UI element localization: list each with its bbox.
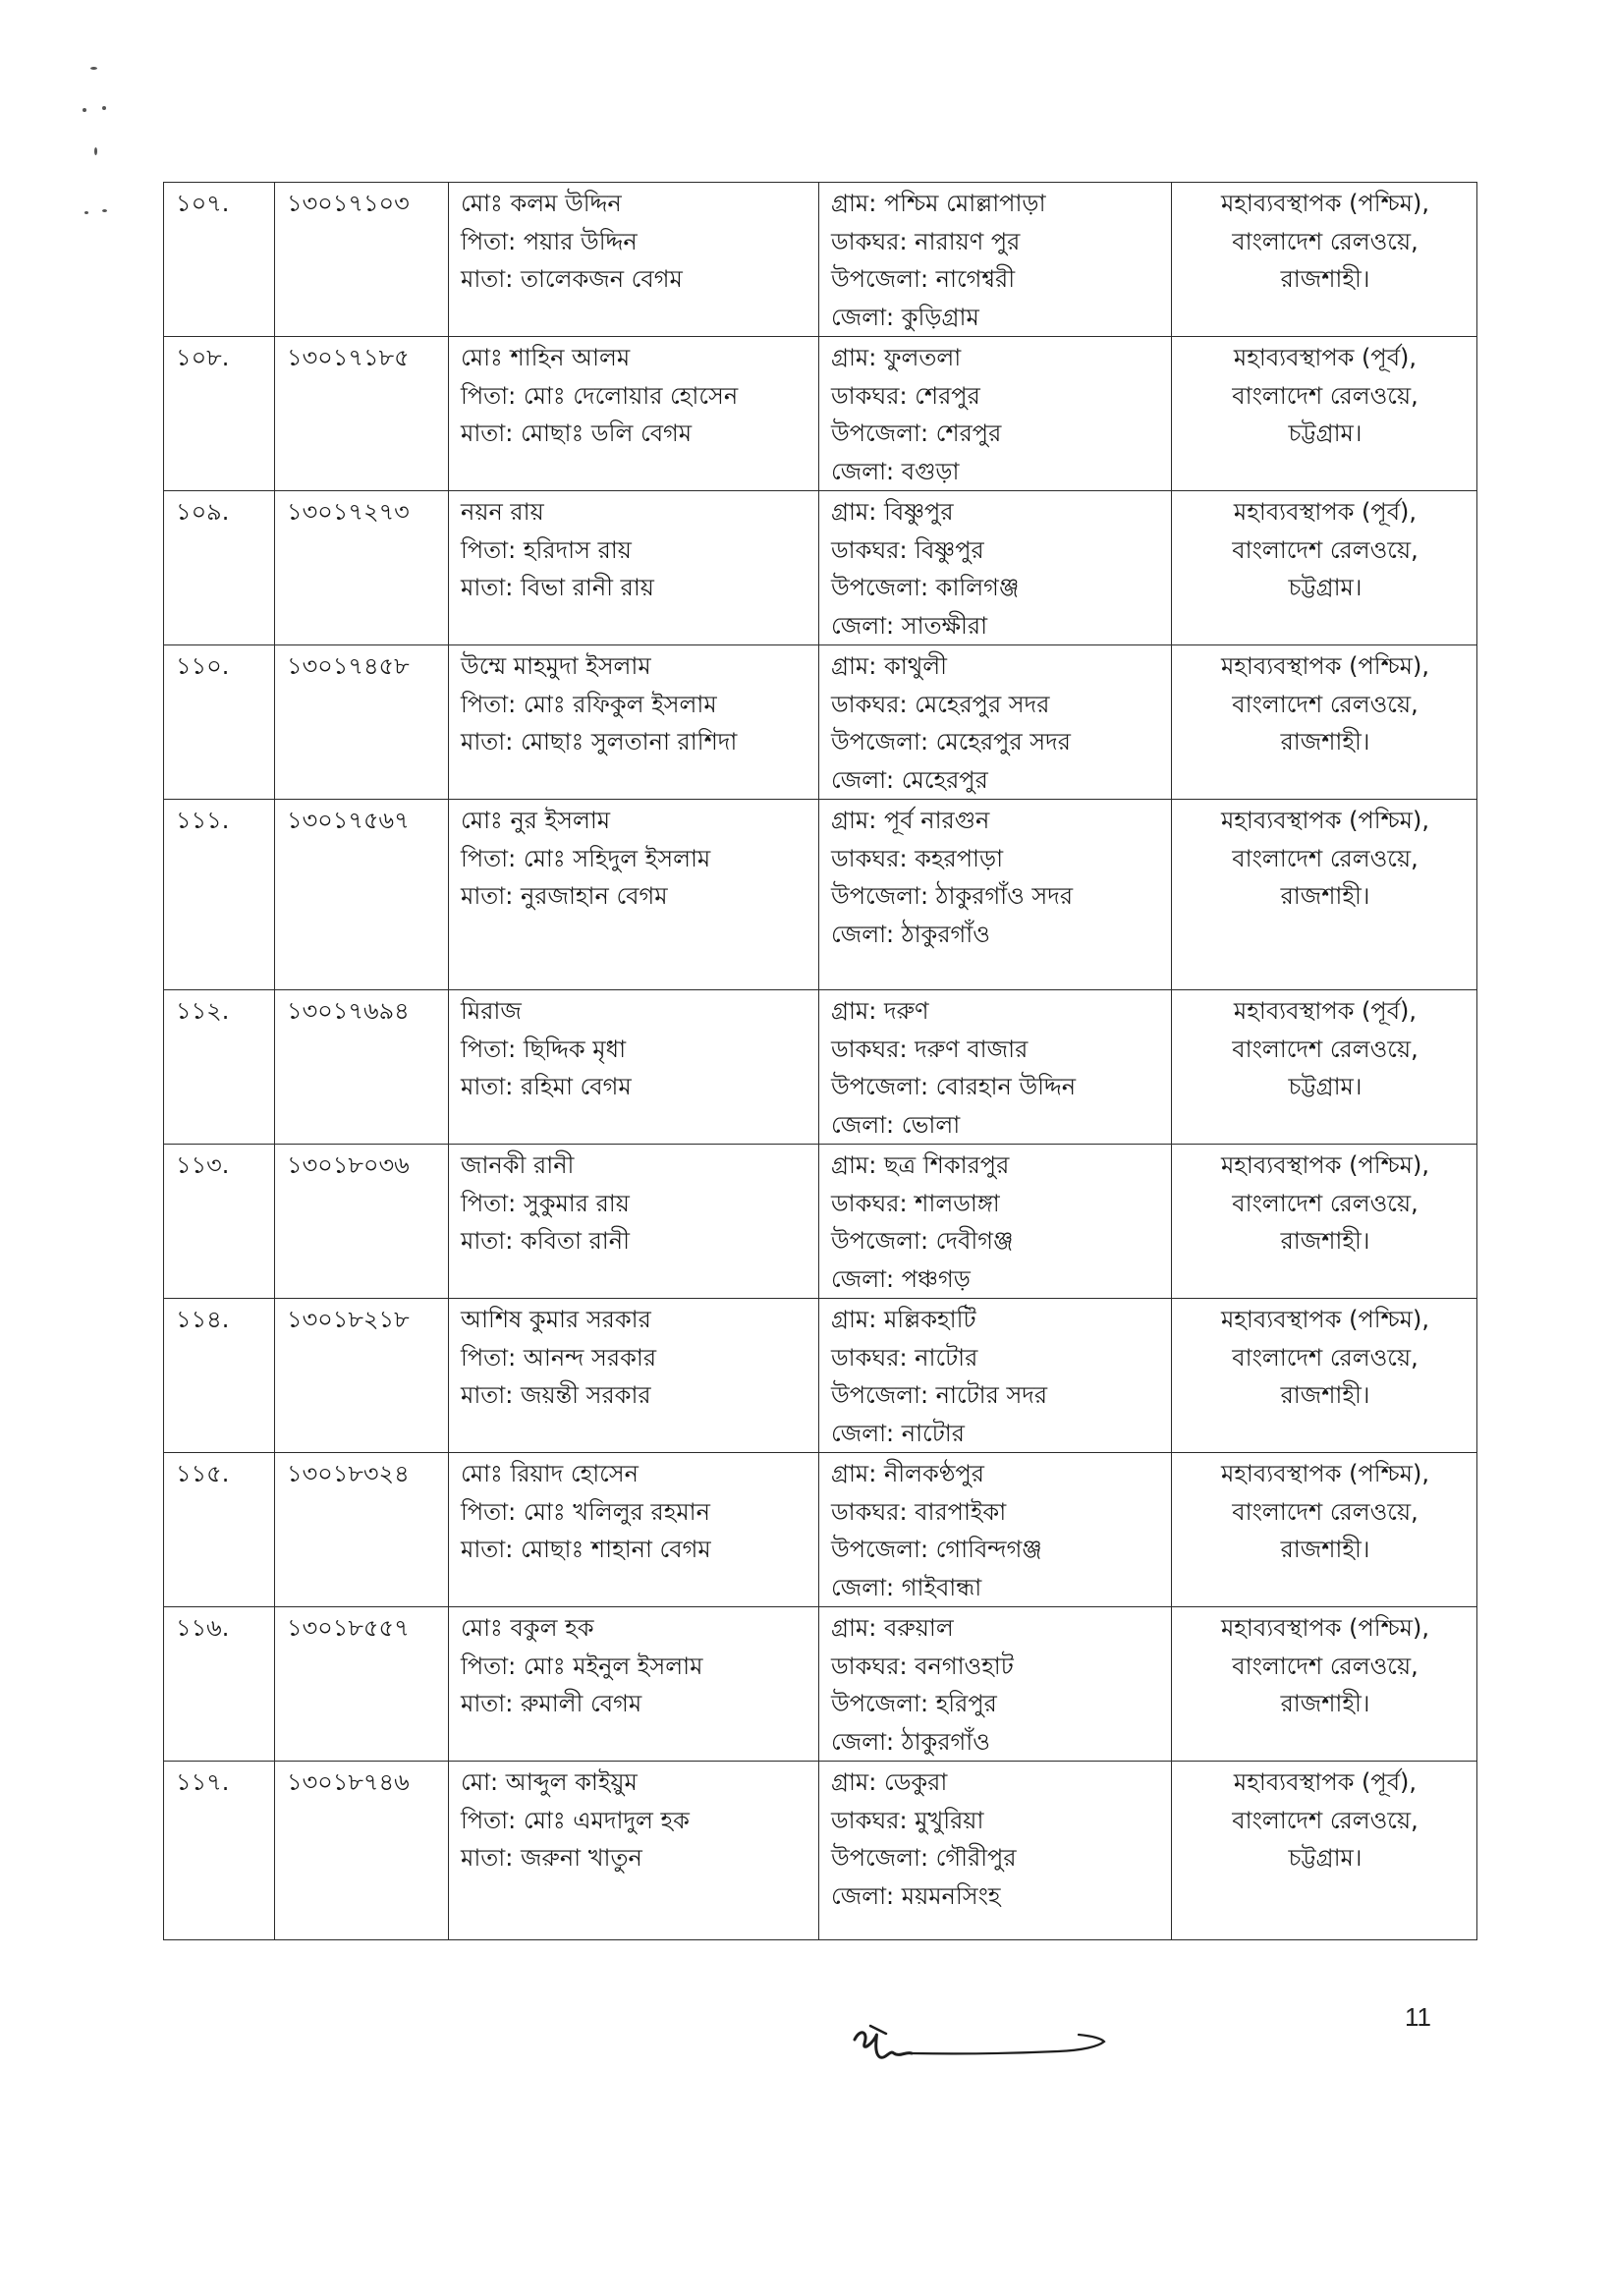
upazila: উপজেলা: দেবীগঞ্জ xyxy=(831,1227,1014,1255)
father-name: পিতা: মোঃ দেলোয়ার হোসেন xyxy=(461,381,739,410)
upazila: উপজেলা: ঠাকুরগাঁও সদর xyxy=(831,882,1074,910)
mother-name: মাতা: মোছাঃ শাহানা বেগম xyxy=(461,1536,711,1563)
roll-cell xyxy=(275,645,449,800)
roll-number: ১৩০১৭১০৩ xyxy=(287,190,410,217)
name-cell xyxy=(449,990,819,1145)
record-row xyxy=(164,645,1477,800)
roll-number: ১৩০১৮৫৫৭ xyxy=(287,1614,410,1642)
office-location: চট্টগ্রাম। xyxy=(1288,420,1363,447)
record-row xyxy=(164,1453,1477,1607)
office-location: রাজশাহী। xyxy=(1280,728,1370,756)
upazila: উপজেলা: বোরহান উদ্দিন xyxy=(831,1073,1077,1100)
serial-cell xyxy=(164,337,275,491)
address-cell xyxy=(819,337,1172,491)
mother-name: মাতা: মোছাঃ সুলতানা রাশিদা xyxy=(461,728,738,756)
mother-name: মাতা: রুমালী বেগম xyxy=(461,1690,642,1717)
father-name: পিতা: মোঃ সহিদুল ইসলাম xyxy=(461,844,711,872)
scan-speck xyxy=(90,67,97,70)
office-cell xyxy=(1172,645,1477,800)
name-cell xyxy=(449,1145,819,1299)
roll-cell xyxy=(275,800,449,990)
candidate-name: জানকী রানী xyxy=(461,1151,575,1179)
district: জেলা: ঠাকুরগাঁও xyxy=(831,1727,990,1756)
record-row xyxy=(164,183,1477,337)
office-cell xyxy=(1172,183,1477,337)
serial-cell xyxy=(164,1299,275,1453)
candidate-name: নয়ন রায় xyxy=(461,498,544,526)
father-name: পিতা: মোঃ এমদাদুল হক xyxy=(461,1806,690,1834)
serial-number: ১১৭. xyxy=(176,1768,230,1796)
office-cell xyxy=(1172,1453,1477,1607)
office-title: মহাব্যবস্থাপক (পশ্চিম), xyxy=(1220,1460,1429,1487)
office-location: রাজশাহী। xyxy=(1280,1381,1370,1409)
upazila: উপজেলা: মেহেরপুর সদর xyxy=(831,728,1071,756)
name-cell xyxy=(449,1762,819,1940)
office-title: মহাব্যবস্থাপক (পূর্ব), xyxy=(1233,997,1418,1025)
serial-cell xyxy=(164,1145,275,1299)
serial-number: ১০৮. xyxy=(176,344,230,371)
village: গ্রাম: বিষ্ণুপুর xyxy=(831,498,954,526)
office-cell xyxy=(1172,337,1477,491)
post-office: ডাকঘর: বিষ্ণুপুর xyxy=(831,535,984,564)
candidate-name: মোঃ নুর ইসলাম xyxy=(461,807,611,834)
signature-image xyxy=(847,2014,1122,2073)
candidate-name: আশিষ কুমার সরকার xyxy=(461,1306,651,1333)
roll-number: ১৩০১৮২১৮ xyxy=(287,1306,410,1333)
village: গ্রাম: ডেকুরা xyxy=(831,1768,948,1796)
roll-cell xyxy=(275,1299,449,1453)
page-number: 11 xyxy=(1405,2002,1431,2032)
office-cell xyxy=(1172,800,1477,990)
office-organization: বাংলাদেশ রেলওয়ে, xyxy=(1232,535,1418,564)
village: গ্রাম: বরুয়াল xyxy=(831,1614,954,1642)
district: জেলা: বগুড়া xyxy=(831,457,960,485)
address-cell xyxy=(819,1145,1172,1299)
roll-cell xyxy=(275,1145,449,1299)
post-office: ডাকঘর: মেহেরপুর সদর xyxy=(831,690,1050,718)
district: জেলা: ভোলা xyxy=(831,1110,961,1139)
office-location: চট্টগ্রাম। xyxy=(1288,574,1363,601)
post-office: ডাকঘর: নাটোর xyxy=(831,1343,978,1372)
office-organization: বাংলাদেশ রেলওয়ে, xyxy=(1232,1806,1418,1834)
serial-number: ১১০. xyxy=(176,652,230,680)
candidate-name: মোঃ কলম উদ্দিন xyxy=(461,190,622,217)
office-organization: বাংলাদেশ রেলওয়ে, xyxy=(1232,381,1418,410)
district: জেলা: ঠাকুরগাঁও xyxy=(831,920,990,948)
mother-name: মাতা: মোছাঃ ডলি বেগম xyxy=(461,420,693,447)
village: গ্রাম: ছত্র শিকারপুর xyxy=(831,1151,1010,1179)
mother-name: মাতা: কবিতা রানী xyxy=(461,1227,630,1255)
mother-name: মাতা: জয়ন্তী সরকার xyxy=(461,1381,651,1409)
record-row xyxy=(164,990,1477,1145)
address-cell xyxy=(819,645,1172,800)
village: গ্রাম: কাথুলী xyxy=(831,652,948,680)
serial-number: ১১৪. xyxy=(176,1306,230,1333)
candidate-name: মিরাজ xyxy=(461,997,522,1025)
office-location: রাজশাহী। xyxy=(1280,1536,1370,1563)
roll-cell xyxy=(275,491,449,645)
district: জেলা: ময়মনসিংহ xyxy=(831,1881,1001,1910)
serial-cell xyxy=(164,491,275,645)
address-cell xyxy=(819,1453,1172,1607)
office-cell xyxy=(1172,1145,1477,1299)
serial-number: ১০৭. xyxy=(176,190,230,217)
office-organization: বাংলাদেশ রেলওয়ে, xyxy=(1232,1035,1418,1063)
father-name: পিতা: পয়ার উদ্দিন xyxy=(461,227,638,255)
father-name: পিতা: মোঃ খলিলুর রহমান xyxy=(461,1497,710,1526)
village: গ্রাম: পূর্ব নারগুন xyxy=(831,807,990,834)
office-location: রাজশাহী। xyxy=(1280,1690,1370,1717)
roll-cell xyxy=(275,1607,449,1762)
address-cell xyxy=(819,800,1172,990)
address-cell xyxy=(819,183,1172,337)
father-name: পিতা: মোঃ মইনুল ইসলাম xyxy=(461,1652,703,1680)
roll-number: ১৩০১৭৪৫৮ xyxy=(287,652,410,680)
roll-number: ১৩০১৮০৩৬ xyxy=(287,1151,410,1179)
office-organization: বাংলাদেশ রেলওয়ে, xyxy=(1232,1189,1418,1217)
post-office: ডাকঘর: বনগাওহাট xyxy=(831,1652,1014,1680)
office-cell xyxy=(1172,1607,1477,1762)
upazila: উপজেলা: গোবিন্দগঞ্জ xyxy=(831,1536,1042,1563)
serial-cell xyxy=(164,645,275,800)
office-title: মহাব্যবস্থাপক (পশ্চিম), xyxy=(1220,652,1429,680)
post-office: ডাকঘর: কহরপাড়া xyxy=(831,844,1004,872)
mother-name: মাতা: রহিমা বেগম xyxy=(461,1073,632,1100)
post-office: ডাকঘর: শালডাঙ্গা xyxy=(831,1189,1000,1217)
serial-cell xyxy=(164,1762,275,1940)
office-location: চট্টগ্রাম। xyxy=(1288,1073,1363,1100)
record-row xyxy=(164,491,1477,645)
district: জেলা: সাতক্ষীরা xyxy=(831,611,988,640)
name-cell xyxy=(449,800,819,990)
name-cell xyxy=(449,491,819,645)
scan-speck xyxy=(83,108,86,112)
address-cell xyxy=(819,1299,1172,1453)
serial-cell xyxy=(164,990,275,1145)
address-cell xyxy=(819,990,1172,1145)
office-cell xyxy=(1172,990,1477,1145)
address-cell xyxy=(819,1762,1172,1940)
office-title: মহাব্যবস্থাপক (পশ্চিম), xyxy=(1220,1306,1429,1333)
roll-cell xyxy=(275,990,449,1145)
father-name: পিতা: হরিদাস রায় xyxy=(461,535,632,564)
father-name: পিতা: আনন্দ সরকার xyxy=(461,1343,657,1372)
office-title: মহাব্যবস্থাপক (পশ্চিম), xyxy=(1220,1614,1429,1642)
district: জেলা: গাইবান্ধা xyxy=(831,1573,982,1601)
roll-number: ১৩০১৭১৮৫ xyxy=(287,344,410,371)
post-office: ডাকঘর: শেরপুর xyxy=(831,381,980,410)
office-cell xyxy=(1172,1762,1477,1940)
scan-speck xyxy=(84,211,88,214)
office-location: চট্টগ্রাম। xyxy=(1288,1844,1363,1872)
candidate-name: মোঃ রিয়াদ হোসেন xyxy=(461,1460,639,1487)
roll-number: ১৩০১৭৬৯৪ xyxy=(287,997,410,1025)
serial-cell xyxy=(164,1453,275,1607)
serial-cell xyxy=(164,1607,275,1762)
serial-cell xyxy=(164,183,275,337)
office-organization: বাংলাদেশ রেলওয়ে, xyxy=(1232,690,1418,718)
name-cell xyxy=(449,337,819,491)
records-body xyxy=(164,183,1477,1940)
name-cell xyxy=(449,1607,819,1762)
office-title: মহাব্যবস্থাপক (পূর্ব), xyxy=(1233,1768,1418,1796)
mother-name: মাতা: নুরজাহান বেগম xyxy=(461,882,668,910)
serial-number: ১০৯. xyxy=(176,498,230,526)
district: জেলা: কুড়িগ্রাম xyxy=(831,303,979,331)
address-cell xyxy=(819,491,1172,645)
serial-number: ১১২. xyxy=(176,997,230,1025)
candidate-records-table xyxy=(163,182,1477,1940)
office-title: মহাব্যবস্থাপক (পশ্চিম), xyxy=(1220,1151,1429,1179)
post-office: ডাকঘর: দরুণ বাজার xyxy=(831,1035,1029,1063)
serial-cell xyxy=(164,800,275,990)
office-cell xyxy=(1172,491,1477,645)
village: গ্রাম: ফুলতলা xyxy=(831,344,962,371)
upazila: উপজেলা: হরিপুর xyxy=(831,1690,997,1717)
candidate-name: উম্মে মাহমুদা ইসলাম xyxy=(461,652,651,680)
mother-name: মাতা: বিভা রানী রায় xyxy=(461,574,654,601)
district: জেলা: নাটোর xyxy=(831,1419,965,1447)
upazila: উপজেলা: গৌরীপুর xyxy=(831,1844,1017,1872)
serial-number: ১১৬. xyxy=(176,1614,230,1642)
roll-cell xyxy=(275,1453,449,1607)
address-cell xyxy=(819,1607,1172,1762)
office-location: রাজশাহী। xyxy=(1280,882,1370,910)
candidate-name: মোঃ শাহিন আলম xyxy=(461,344,631,371)
roll-number: ১৩০১৮৩২৪ xyxy=(287,1460,410,1487)
post-office: ডাকঘর: নারায়ণ পুর xyxy=(831,227,1021,255)
roll-number: ১৩০১৮৭৪৬ xyxy=(287,1768,410,1796)
village: গ্রাম: মল্লিকহাটি xyxy=(831,1306,976,1333)
roll-number: ১৩০১৭৫৬৭ xyxy=(287,807,410,834)
office-organization: বাংলাদেশ রেলওয়ে, xyxy=(1232,844,1418,872)
district: জেলা: পঞ্চগড় xyxy=(831,1264,971,1293)
record-row xyxy=(164,337,1477,491)
roll-cell xyxy=(275,337,449,491)
office-title: মহাব্যবস্থাপক (পূর্ব), xyxy=(1233,344,1418,371)
office-organization: বাংলাদেশ রেলওয়ে, xyxy=(1232,227,1418,255)
post-office: ডাকঘর: বারপাইকা xyxy=(831,1497,1007,1526)
office-organization: বাংলাদেশ রেলওয়ে, xyxy=(1232,1343,1418,1372)
scan-speck xyxy=(102,209,107,212)
upazila: উপজেলা: কালিগঞ্জ xyxy=(831,574,1020,601)
upazila: উপজেলা: শেরপুর xyxy=(831,420,1002,447)
post-office: ডাকঘর: মুখুরিয়া xyxy=(831,1806,984,1834)
record-row xyxy=(164,1607,1477,1762)
record-row xyxy=(164,1299,1477,1453)
office-organization: বাংলাদেশ রেলওয়ে, xyxy=(1232,1652,1418,1680)
office-organization: বাংলাদেশ রেলওয়ে, xyxy=(1232,1497,1418,1526)
record-row xyxy=(164,1145,1477,1299)
candidate-name: মোঃ বকুল হক xyxy=(461,1614,594,1642)
father-name: পিতা: সুকুমার রায় xyxy=(461,1189,630,1217)
upazila: উপজেলা: নাগেশ্বরী xyxy=(831,265,1016,293)
scan-speck xyxy=(102,106,106,110)
serial-number: ১১১. xyxy=(176,807,230,834)
serial-number: ১১৩. xyxy=(176,1151,230,1179)
name-cell xyxy=(449,183,819,337)
village: গ্রাম: পশ্চিম মোল্লাপাড়া xyxy=(831,190,1046,217)
roll-number: ১৩০১৭২৭৩ xyxy=(287,498,410,526)
scan-speck xyxy=(94,147,97,155)
father-name: পিতা: মোঃ রফিকুল ইসলাম xyxy=(461,690,717,718)
record-row xyxy=(164,1762,1477,1940)
serial-number: ১১৫. xyxy=(176,1460,230,1487)
candidate-name: মো: আব্দুল কাইয়ুম xyxy=(461,1768,638,1796)
mother-name: মাতা: জরুনা খাতুন xyxy=(461,1844,642,1872)
upazila: উপজেলা: নাটোর সদর xyxy=(831,1381,1048,1409)
village: গ্রাম: দরুণ xyxy=(831,997,929,1025)
name-cell xyxy=(449,1453,819,1607)
mother-name: মাতা: তালেকজন বেগম xyxy=(461,265,683,293)
office-cell xyxy=(1172,1299,1477,1453)
office-title: মহাব্যবস্থাপক (পশ্চিম), xyxy=(1220,807,1429,834)
office-location: রাজশাহী। xyxy=(1280,1227,1370,1255)
office-location: রাজশাহী। xyxy=(1280,265,1370,293)
record-row xyxy=(164,800,1477,990)
roll-cell xyxy=(275,183,449,337)
village: গ্রাম: নীলকণ্ঠপুর xyxy=(831,1460,984,1487)
district: জেলা: মেহেরপুর xyxy=(831,765,988,794)
father-name: পিতা: ছিদ্দিক মৃধা xyxy=(461,1035,627,1063)
office-title: মহাব্যবস্থাপক (পশ্চিম), xyxy=(1220,190,1429,217)
office-title: মহাব্যবস্থাপক (পূর্ব), xyxy=(1233,498,1418,526)
name-cell xyxy=(449,1299,819,1453)
roll-cell xyxy=(275,1762,449,1940)
name-cell xyxy=(449,645,819,800)
